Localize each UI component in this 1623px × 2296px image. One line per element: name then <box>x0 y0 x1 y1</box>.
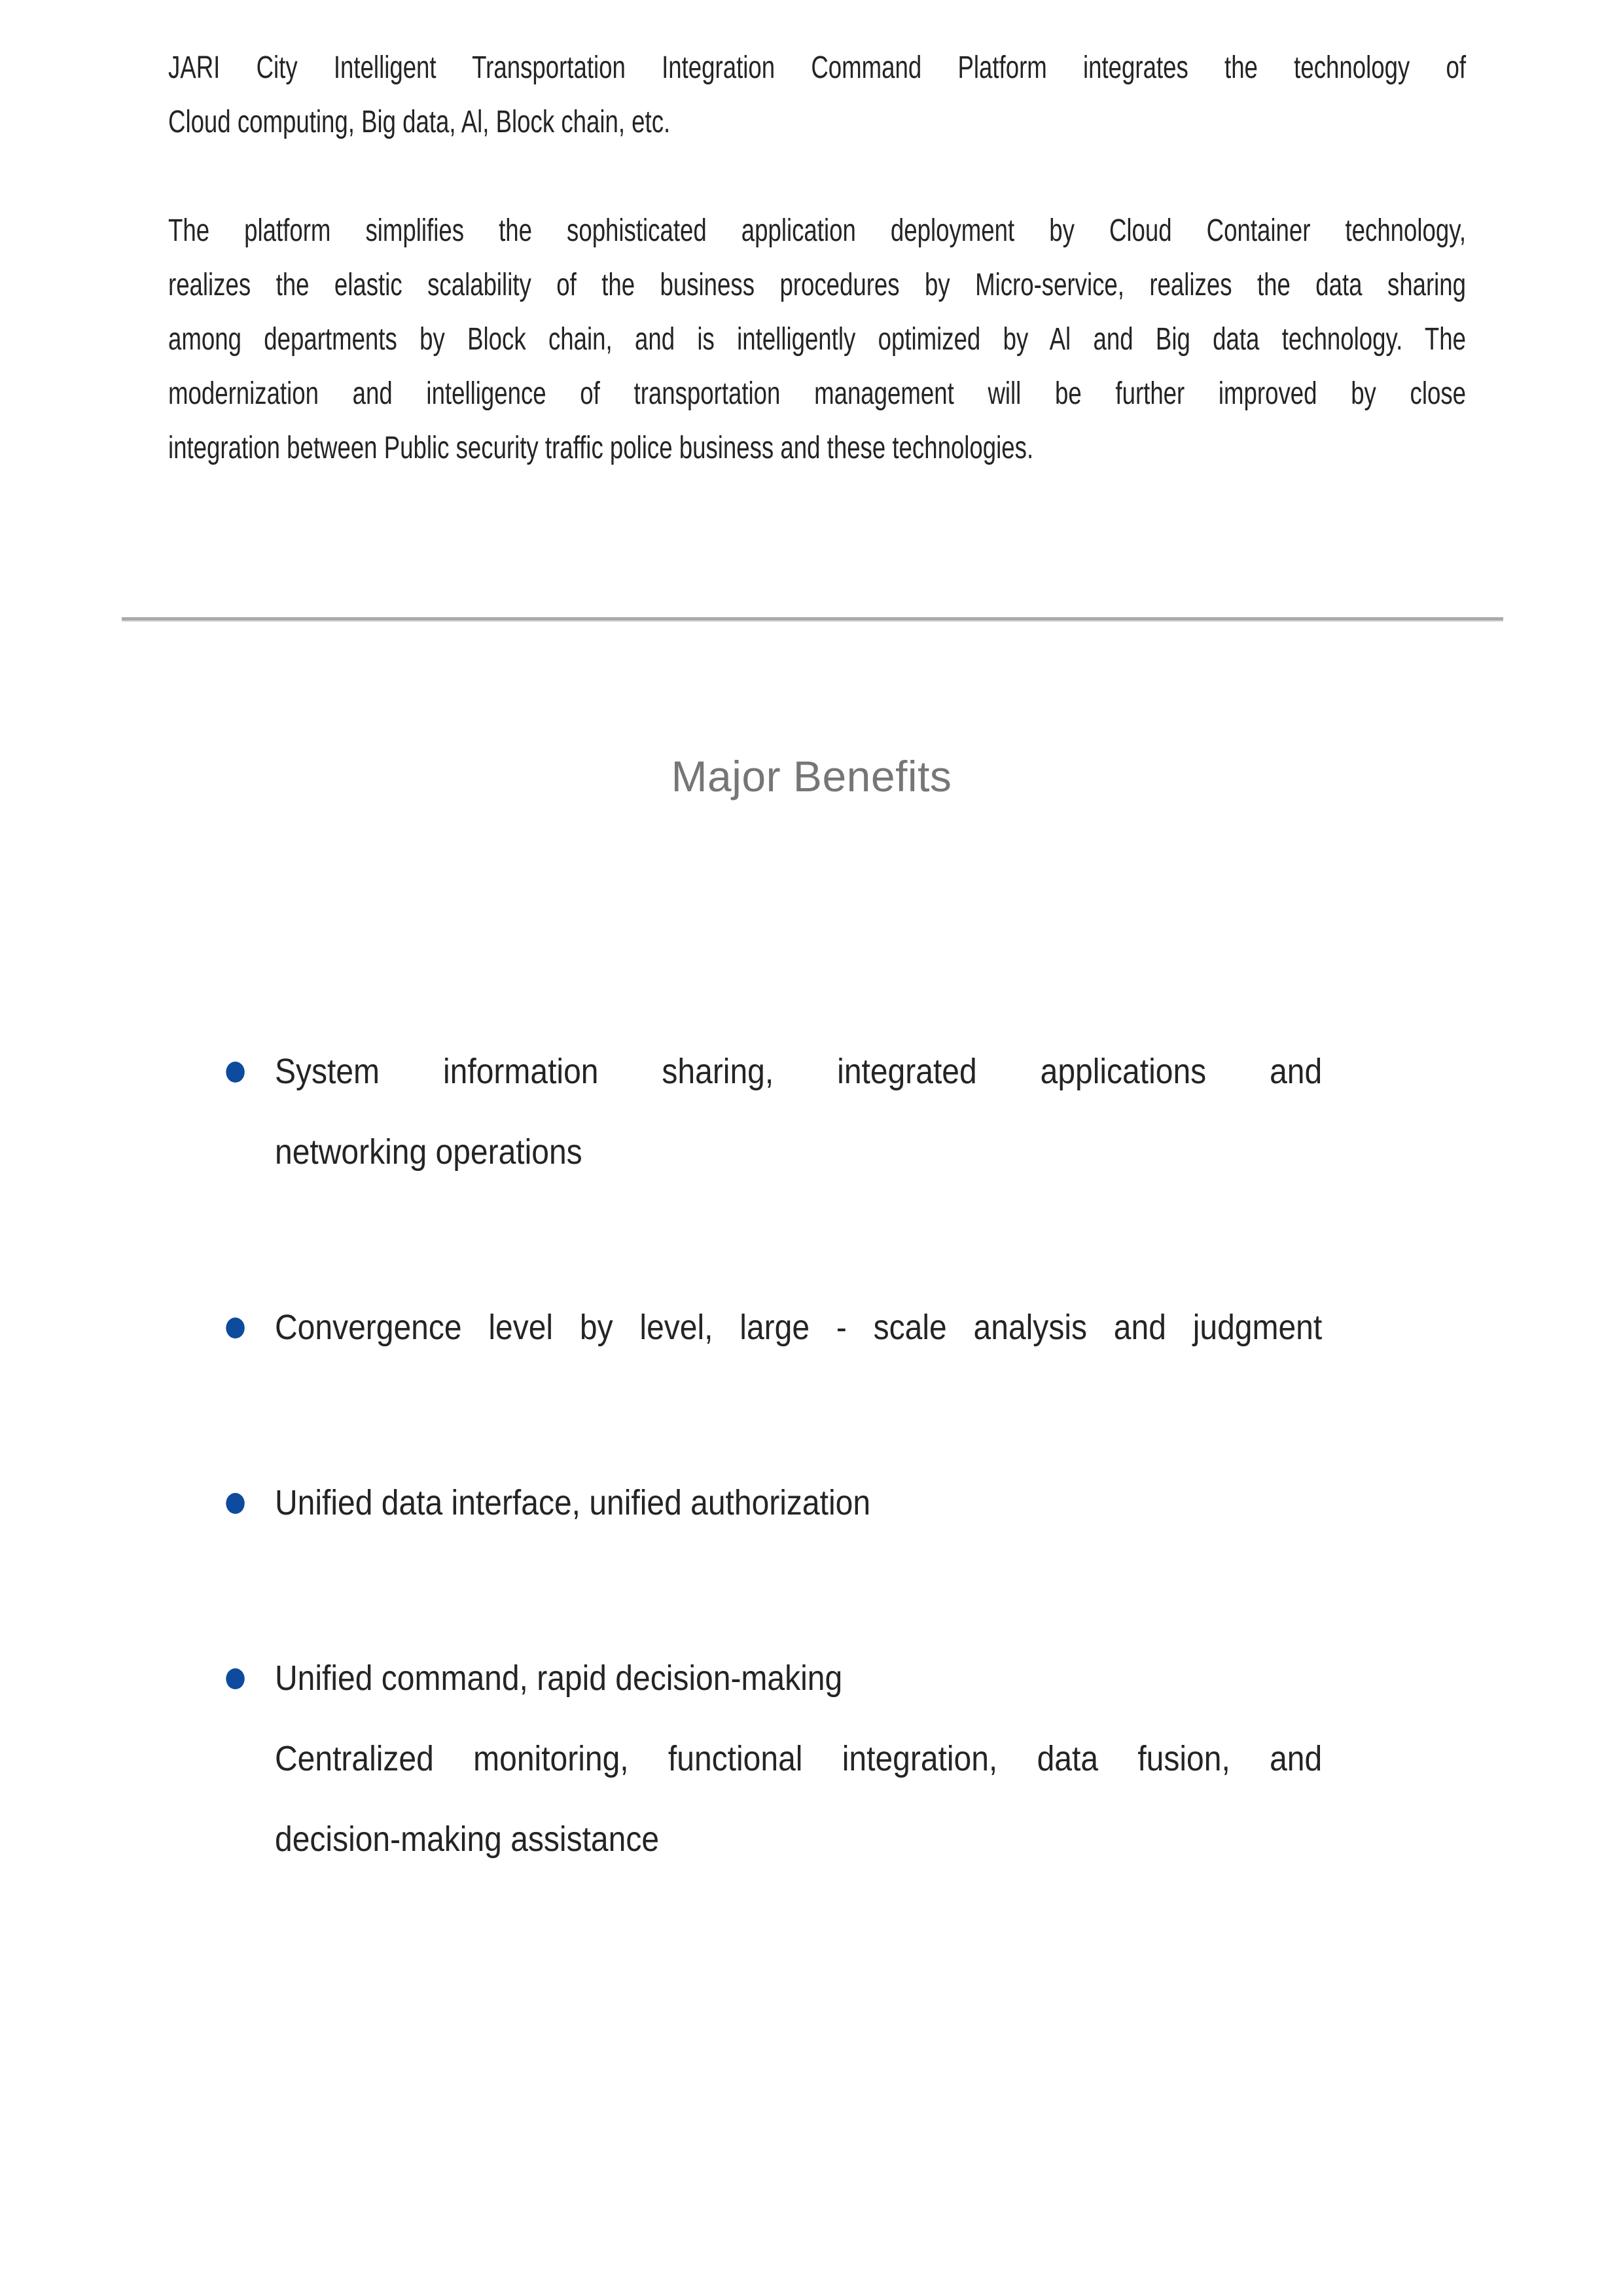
bullet-icon <box>226 1318 244 1338</box>
paragraph-line: integration between Public security traffic police business and these technologies. <box>168 431 1034 465</box>
paragraph-line: among departments by Block chain, and is intelligently optimized by Al and Big data technology. The <box>168 322 1467 357</box>
benefit-line: decision-making assistance <box>275 1820 660 1859</box>
intro-section <box>0 0 1623 475</box>
benefit-line: networking operations <box>275 1132 582 1172</box>
benefit-item <box>275 1287 1322 1368</box>
benefit-item <box>275 1463 1322 1543</box>
intro-paragraph-2 <box>168 204 1466 475</box>
benefit-item <box>275 1031 1322 1193</box>
benefit-line: Convergence level by level, large - scale analysis and judgment <box>275 1308 1323 1347</box>
paragraph-line: JARI City Intelligent Transportation Integration Command Platform integrates the technology of <box>168 50 1467 85</box>
benefit-line: System information sharing, integrated applications and <box>275 1052 1323 1091</box>
section-heading: Major Benefits <box>671 752 952 800</box>
bullet-icon <box>226 1493 244 1514</box>
bullet-icon <box>226 1062 244 1083</box>
intro-paragraph-1 <box>168 41 1466 149</box>
benefit-line: Unified command, rapid decision-making <box>275 1659 843 1698</box>
paragraph-line: realizes the elastic scalability of the business procedures by Micro-service, realizes the data sharing <box>168 268 1467 302</box>
benefit-line: Unified data interface, unified authorization <box>275 1483 871 1522</box>
benefit-line: Centralized monitoring, functional integration, data fusion, and <box>275 1739 1323 1778</box>
paragraph-line: The platform simplifies the sophisticated application deployment by Cloud Container technology, <box>168 213 1467 248</box>
bullet-icon <box>226 1668 244 1689</box>
paragraph-line: Cloud computing, Big data, Al, Block chain, etc. <box>168 105 671 139</box>
section-divider <box>122 617 1503 622</box>
benefit-item <box>275 1638 1322 1880</box>
paragraph-line: modernization and intelligence of transportation management will be further improved by close <box>168 376 1467 411</box>
benefits-list <box>275 1031 1623 1880</box>
